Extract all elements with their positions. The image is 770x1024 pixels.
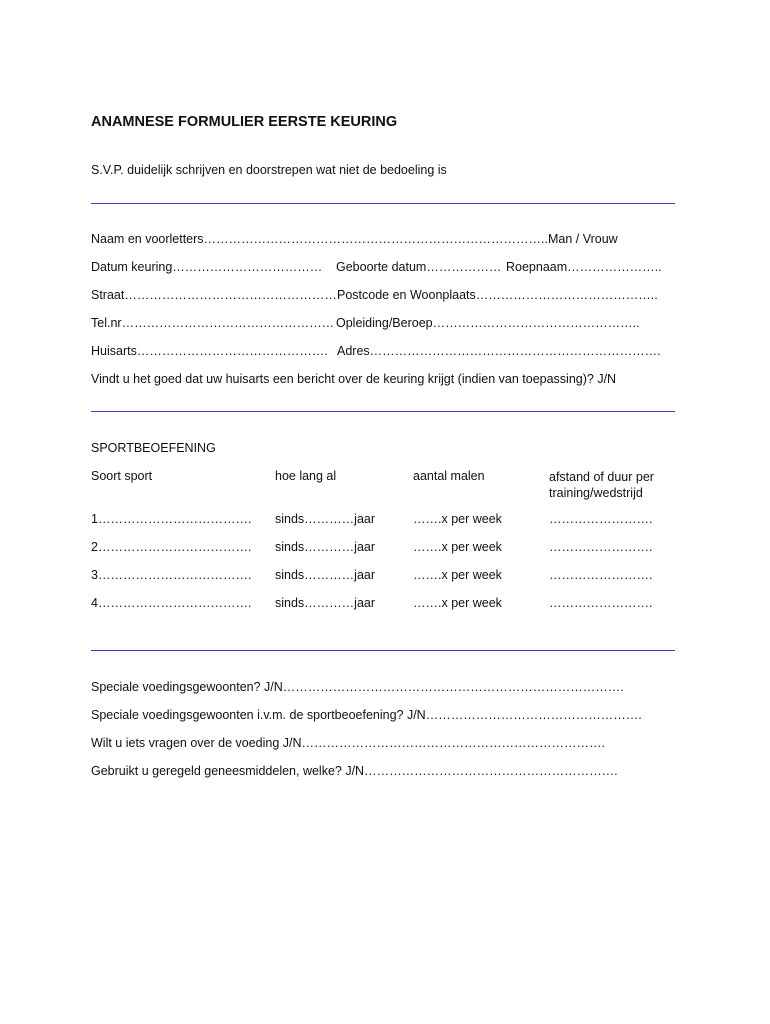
sport-row-3-aantal[interactable]: …….x per week: [413, 568, 502, 582]
sport-row-2-aantal[interactable]: …….x per week: [413, 540, 502, 554]
sport-row-2-hoelang[interactable]: sinds…………jaar: [275, 540, 376, 554]
question-voeding-vraag[interactable]: Wilt u iets vragen over de voeding J/N……………………………………………………………….: [91, 736, 605, 750]
question-voeding-sport[interactable]: Speciale voedingsgewoonten i.v.m. de sportbeoefening? J/N…………………………………………….: [91, 708, 642, 722]
sport-row-3-soort[interactable]: 3……………………………….: [91, 568, 252, 582]
sport-row-2-afstand[interactable]: …………………….: [549, 540, 653, 554]
sport-row-4-aantal[interactable]: …….x per week: [413, 596, 502, 610]
section-heading-sport: SPORTBEOEFENING: [91, 441, 216, 455]
divider-1: [91, 203, 675, 204]
col-header-afstand: afstand of duur per training/wedstrijd: [549, 470, 654, 500]
field-telnr[interactable]: Tel.nr……………………………………………: [91, 316, 335, 330]
field-naam[interactable]: Naam en voorletters………………………………………………………………………..Man / Vrouw: [91, 232, 618, 246]
field-opleiding[interactable]: Opleiding/Beroep…………………………………………..: [336, 316, 640, 330]
form-title: ANAMNESE FORMULIER EERSTE KEURING: [91, 114, 398, 130]
sport-row-1-afstand[interactable]: …………………….: [549, 512, 653, 526]
sport-row-2-soort[interactable]: 2……………………………….: [91, 540, 252, 554]
sport-row-1-aantal[interactable]: …….x per week: [413, 512, 502, 526]
sport-row-4-hoelang[interactable]: sinds…………jaar: [275, 596, 376, 610]
field-roepnaam[interactable]: Roepnaam…………………..: [506, 260, 662, 274]
field-geboorte-datum[interactable]: Geboorte datum………………: [336, 260, 502, 274]
divider-2: [91, 411, 675, 412]
sport-row-3-hoelang[interactable]: sinds…………jaar: [275, 568, 376, 582]
field-datum-keuring[interactable]: Datum keuring………………………………: [91, 260, 323, 274]
sport-row-1-soort[interactable]: 1……………………………….: [91, 512, 252, 526]
question-geneesmiddelen[interactable]: Gebruikt u geregeld geneesmiddelen, welke? J/N…………………………………………………….: [91, 764, 618, 778]
question-huisarts-bericht[interactable]: Vindt u het goed dat uw huisarts een bericht over de keuring krijgt (indien van toepassing)? J/N: [91, 372, 617, 386]
col-header-aantal: aantal malen: [413, 469, 485, 483]
sport-row-4-soort[interactable]: 4……………………………….: [91, 596, 252, 610]
sport-row-1-hoelang[interactable]: sinds…………jaar: [275, 512, 376, 526]
field-adres[interactable]: Adres…………………………………………………………….: [337, 344, 661, 358]
col-header-soort: Soort sport: [91, 469, 153, 483]
sport-row-3-afstand[interactable]: …………………….: [549, 568, 653, 582]
field-straat[interactable]: Straat……………………………………………: [91, 288, 337, 302]
sport-row-4-afstand[interactable]: …………………….: [549, 596, 653, 610]
field-huisarts[interactable]: Huisarts……………………………………….: [91, 344, 328, 358]
divider-3: [91, 650, 675, 651]
question-voeding[interactable]: Speciale voedingsgewoonten? J/N……………………………………………………………………….: [91, 680, 624, 694]
field-postcode[interactable]: Postcode en Woonplaats……………………………………..: [337, 288, 658, 302]
col-header-hoelang: hoe lang al: [275, 469, 337, 483]
instruction-text: S.V.P. duidelijk schrijven en doorstrepen wat niet de bedoeling is: [91, 163, 447, 177]
